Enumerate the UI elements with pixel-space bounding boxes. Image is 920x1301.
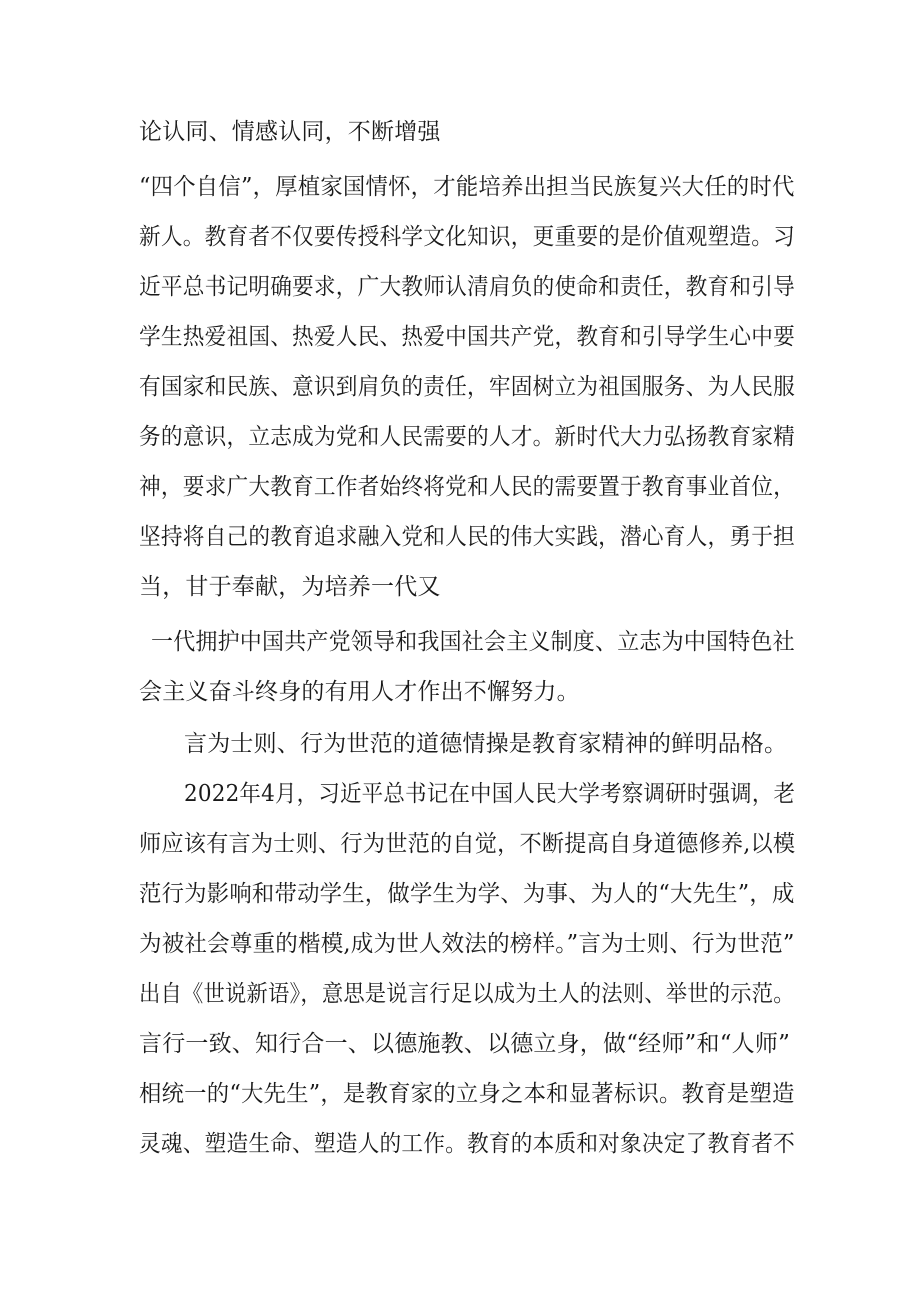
text-line: 当，甘于奉献，为培养一代又 — [139, 574, 441, 600]
text-line: “四个自信”，厚植家国情怀，才能培养出担当民族复兴大任的时代 — [139, 174, 795, 200]
text-line: 出自《世说新语》，意思是说言行足以成为土人的法则、举世的示范。 — [139, 981, 795, 1007]
text-line: 2022年4月，习近平总书记在中国人民大学考察调研时强调，老 — [184, 781, 796, 807]
text-line: 有国家和民族、意识到肩负的责任，牢固树立为祖国服务、为人民服 — [139, 374, 795, 400]
text-line: 神，要求广大教育工作者始终将党和人民的需要置于教育事业首位， — [139, 474, 795, 500]
text-line: 灵魂、塑造生命、塑造人的工作。教育的本质和对象决定了教育者不 — [139, 1131, 795, 1157]
text-line: 坚持将自己的教育追求融入党和人民的伟大实践，潜心育人，勇于担 — [139, 524, 795, 550]
text-line: 新人。教育者不仅要传授科学文化知识，更重要的是价值观塑造。习 — [139, 224, 795, 250]
text-line: 为被社会尊重的楷模,成为世人效法的榜样。”言为士则、行为世范” — [139, 931, 795, 957]
text-line: 一代拥护中国共产党领导和我国社会主义制度、立志为中国特色社 — [151, 629, 795, 655]
text-line: 务的意识，立志成为党和人民需要的人才。新时代大力弘扬教育家精 — [139, 424, 795, 450]
section-heading: 言为士则、行为世范的道德情操是教育家精神的鲜明品格。 — [184, 731, 788, 757]
text-line: 师应该有言为士则、行为世范的自觉，不断提高自身道德修养,以模 — [139, 831, 796, 857]
text-line: 相统一的“大先生”，是教育家的立身之本和显著标识。教育是塑造 — [139, 1081, 795, 1107]
text-line: 范行为影响和带动学生，做学生为学、为事、为人的“大先生”，成 — [139, 881, 795, 907]
text-line: 学生热爱祖国、热爱人民、热爱中国共产党，教育和引导学生心中要 — [139, 324, 795, 350]
text-line: 会主义奋斗终身的有用人才作出不懈努力。 — [139, 679, 580, 705]
text-line: 近平总书记明确要求，广大教师认清肩负的使命和责任，教育和引导 — [139, 274, 795, 300]
text-line: 论认同、情感认同，不断增强 — [139, 119, 441, 145]
text-line: 言行一致、知行合一、以德施教、以德立身，做“经师”和“人师” — [139, 1031, 791, 1057]
